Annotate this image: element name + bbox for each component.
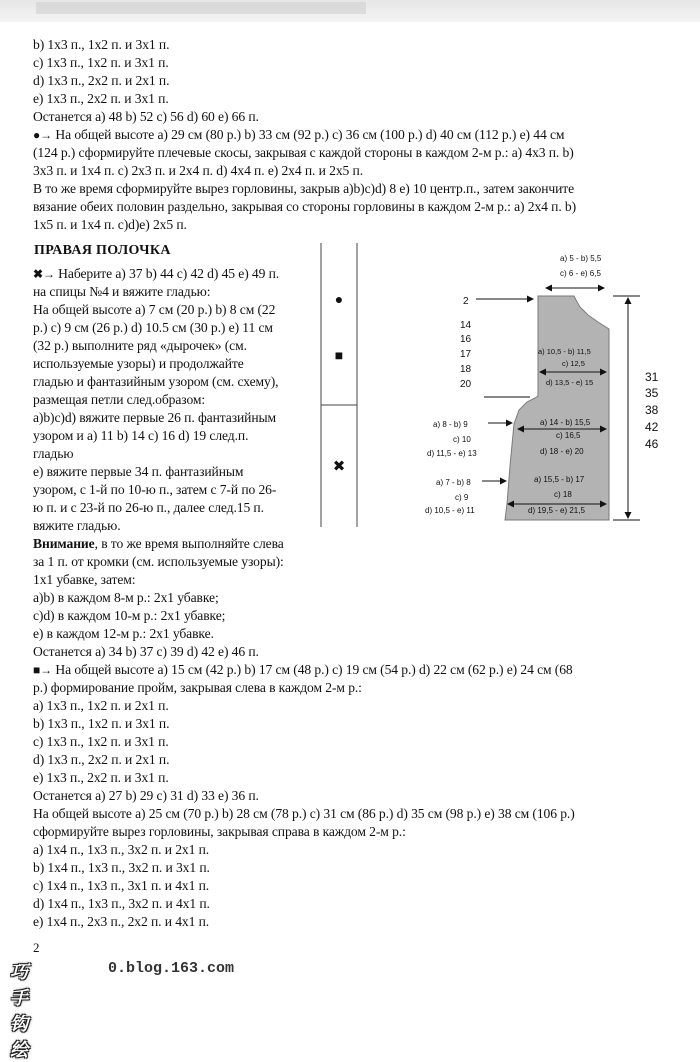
site-logo: 巧手钩绘 — [10, 962, 28, 1060]
text-span: На общей высоте a) 29 см (80 р.) b) 33 см (92 р.) c) 36 см (100 р.) d) 40 см (112 р.) e) 44 см — [55, 127, 565, 142]
upper-width-label-1: a) 10,5 - b) 11,5 — [538, 347, 591, 356]
text-line: В то же время сформируйте вырез горловины, закрыв a)b)c)d) 8 e) 10 центр.п., затем закончите — [33, 181, 575, 196]
text-line: e) 1x3 п., 2x2 п. и 3x1 п. — [33, 91, 169, 106]
middle-width-label-1: a) 14 - b) 15,5 — [540, 418, 591, 427]
text-line: d) 1x3 п., 2x2 п. и 2x1 п. — [33, 73, 170, 88]
text-line: Останется a) 48 b) 52 c) 56 d) 60 e) 66 п. — [33, 109, 259, 124]
top-width-label-1: a) 5 - b) 5,5 — [560, 254, 602, 263]
text-line: на спицы №4 и вяжите гладью: — [33, 284, 211, 299]
text-line: a) 1x3 п., 1x2 п. и 2x1 п. — [33, 698, 169, 713]
text-line: гладью и фантазийным узором (см. схему), — [33, 374, 279, 389]
text-line: e) 1x3 п., 2x2 п. и 3x1 п. — [33, 770, 169, 785]
text-line: ю п. и с 23-й по 26-ю п., далее след.15 п. — [33, 500, 264, 515]
text-line: На общей высоте a) 7 см (20 р.) b) 8 см (22 — [33, 302, 276, 317]
text-line: вязание обеих половин раздельно, закрывая со стороны горловины в каждом 2-м р.: a) 2x4 п. b) — [33, 199, 577, 214]
top-width-label-2: c) 6 - e) 6,5 — [560, 269, 601, 278]
text-line: c) 1x3 п., 1x2 п. и 3x1 п. — [33, 55, 169, 70]
right-height-38: 38 — [645, 403, 659, 417]
text-line: e) вяжите первые 34 п. фантазийным — [33, 464, 244, 479]
left-height-17: 17 — [460, 349, 472, 360]
text-line: 1x1 убавке, затем: — [33, 572, 136, 587]
cross-row-marker: ✖ — [332, 458, 346, 475]
side-lower-label-2: c) 9 — [455, 493, 469, 502]
left-height-2: 2 — [463, 296, 469, 307]
right-height-35: 35 — [645, 386, 659, 400]
upper-width-label-2: c) 12,5 — [562, 359, 585, 368]
side-lower-label-1: a) 7 - b) 8 — [436, 478, 471, 487]
lower-width-label-2: c) 18 — [554, 490, 572, 499]
text-line: d) 1x3 п., 2x2 п. и 2x1 п. — [33, 752, 170, 767]
text-span: , в то же время выполняйте слева — [94, 536, 284, 551]
text-line: Останется a) 34 b) 37 c) 39 d) 42 e) 46 п. — [33, 644, 259, 659]
circle-arrow-marker: ●→ — [33, 128, 53, 142]
blog-url: 0.blog.163.com — [108, 960, 235, 977]
attention-word: Внимание — [33, 536, 95, 551]
lower-width-label-1: a) 15,5 - b) 17 — [534, 475, 585, 484]
cross-arrow-marker: ✖→ — [33, 267, 55, 281]
text-line: e) 1x4 п., 2x3 п., 2x2 п. и 4x1 п. — [33, 914, 210, 929]
text-line: 3x3 п. и 1x4 п. c) 2x3 п. и 2x4 п. d) 4x4 п. e) 2x4 п. и 2x5 п. — [33, 163, 363, 178]
text-line: d) 1x4 п., 1x3 п., 3x2 п. и 4x1 п. — [33, 896, 210, 911]
text-line: узором, с 1-й по 10-ю п., затем с 7-й по 26- — [33, 482, 277, 497]
text-line: c) 1x4 п., 1x3 п., 3x1 п. и 4x1 п. — [33, 878, 210, 893]
right-height-46: 46 — [645, 437, 659, 451]
side-upper-label-1: a) 8 - b) 9 — [433, 420, 468, 429]
text-line: Останется a) 27 b) 29 c) 31 d) 33 e) 36 п. — [33, 788, 259, 803]
text-line: c) 1x3 п., 1x2 п. и 3x1 п. — [33, 734, 169, 749]
text-line: a)b) в каждом 8-м р.: 2x1 убавке; — [33, 590, 219, 605]
text-line: за 1 п. от кромки (см. используемые узоры): — [33, 554, 284, 569]
section-title: ПРАВАЯ ПОЛОЧКА — [34, 243, 171, 258]
square-row-marker: ■ — [334, 347, 344, 363]
square-arrow-marker: ■→ — [33, 663, 53, 677]
text-line: (124 р.) сформируйте плечевые скосы, закрывая с каждой стороны в каждом 2-м р.: a) 4x3 п. b) — [33, 145, 574, 160]
text-line: b) 1x4 п., 1x3 п., 3x2 п. и 3x1 п. — [33, 860, 210, 875]
garment-piece-shape — [505, 296, 609, 520]
left-height-18: 18 — [460, 364, 472, 375]
page-number: 2 — [33, 940, 40, 955]
lower-width-label-3: d) 19,5 - e) 21,5 — [528, 506, 585, 515]
text-line: р.) c) 9 см (26 р.) d) 10.5 см (30 р.) e) 11 см — [33, 320, 273, 335]
middle-width-label-3: d) 18 - e) 20 — [540, 447, 584, 456]
text-line: e) в каждом 12-м р.: 2x1 убавке. — [33, 626, 214, 641]
text-line: вяжите гладью. — [33, 518, 121, 533]
text-line: На общей высоте a) 25 см (70 р.) b) 28 см (78 р.) c) 31 см (86 р.) d) 35 см (98 р.) e) 38 см (106 р.) — [33, 806, 575, 821]
right-height-31: 31 — [645, 370, 659, 384]
text-line: 1x5 п. и 1x4 п. c)d)e) 2x5 п. — [33, 217, 187, 232]
text-line: c)d) в каждом 10-м р.: 2x1 убавке; — [33, 608, 226, 623]
side-upper-label-2: c) 10 — [453, 435, 471, 444]
text-line: р.) формирование пройм, закрывая слева в каждом 2-м р.: — [33, 680, 362, 695]
left-height-16: 16 — [460, 334, 472, 345]
text-line: узором и a) 11 b) 14 c) 16 d) 19 след.п. — [33, 428, 249, 443]
text-line: размещая петли след.образом: — [33, 392, 206, 407]
side-lower-label-3: d) 10,5 - e) 11 — [425, 506, 475, 515]
text-line: гладью — [33, 446, 74, 461]
text-span: Наберите a) 37 b) 44 c) 42 d) 45 e) 49 п. — [58, 266, 280, 281]
middle-width-label-2: c) 16,5 — [556, 431, 581, 440]
row-marker-column — [321, 243, 357, 527]
text-span: На общей высоте a) 15 см (42 р.) b) 17 см (48 р.) c) 19 см (54 р.) d) 22 см (62 р.) e) 24 см (68 — [55, 662, 573, 677]
upper-width-label-3: d) 13,5 - e) 15 — [546, 378, 594, 387]
text-line: b) 1x3 п., 1x2 п. и 3x1 п. — [33, 37, 170, 52]
text-line: сформируйте вырез горловины, закрывая справа в каждом 2-м р.: — [33, 824, 406, 839]
left-height-20: 20 — [460, 379, 472, 390]
side-upper-label-3: d) 11,5 - e) 13 — [427, 449, 477, 458]
text-line: a) 1x4 п., 1x3 п., 3x2 п. и 2x1 п. — [33, 842, 210, 857]
text-line: a)b)c)d) вяжите первые 26 п. фантазийным — [33, 410, 277, 425]
right-height-42: 42 — [645, 420, 659, 434]
text-line: используемые узоры) и продолжайте — [33, 356, 244, 371]
left-height-14: 14 — [460, 320, 472, 331]
text-line: (32 р.) выполните ряд «дырочек» (см. — [33, 338, 247, 353]
text-line: b) 1x3 п., 1x2 п. и 3x1 п. — [33, 716, 170, 731]
circle-row-marker: ● — [334, 291, 344, 307]
